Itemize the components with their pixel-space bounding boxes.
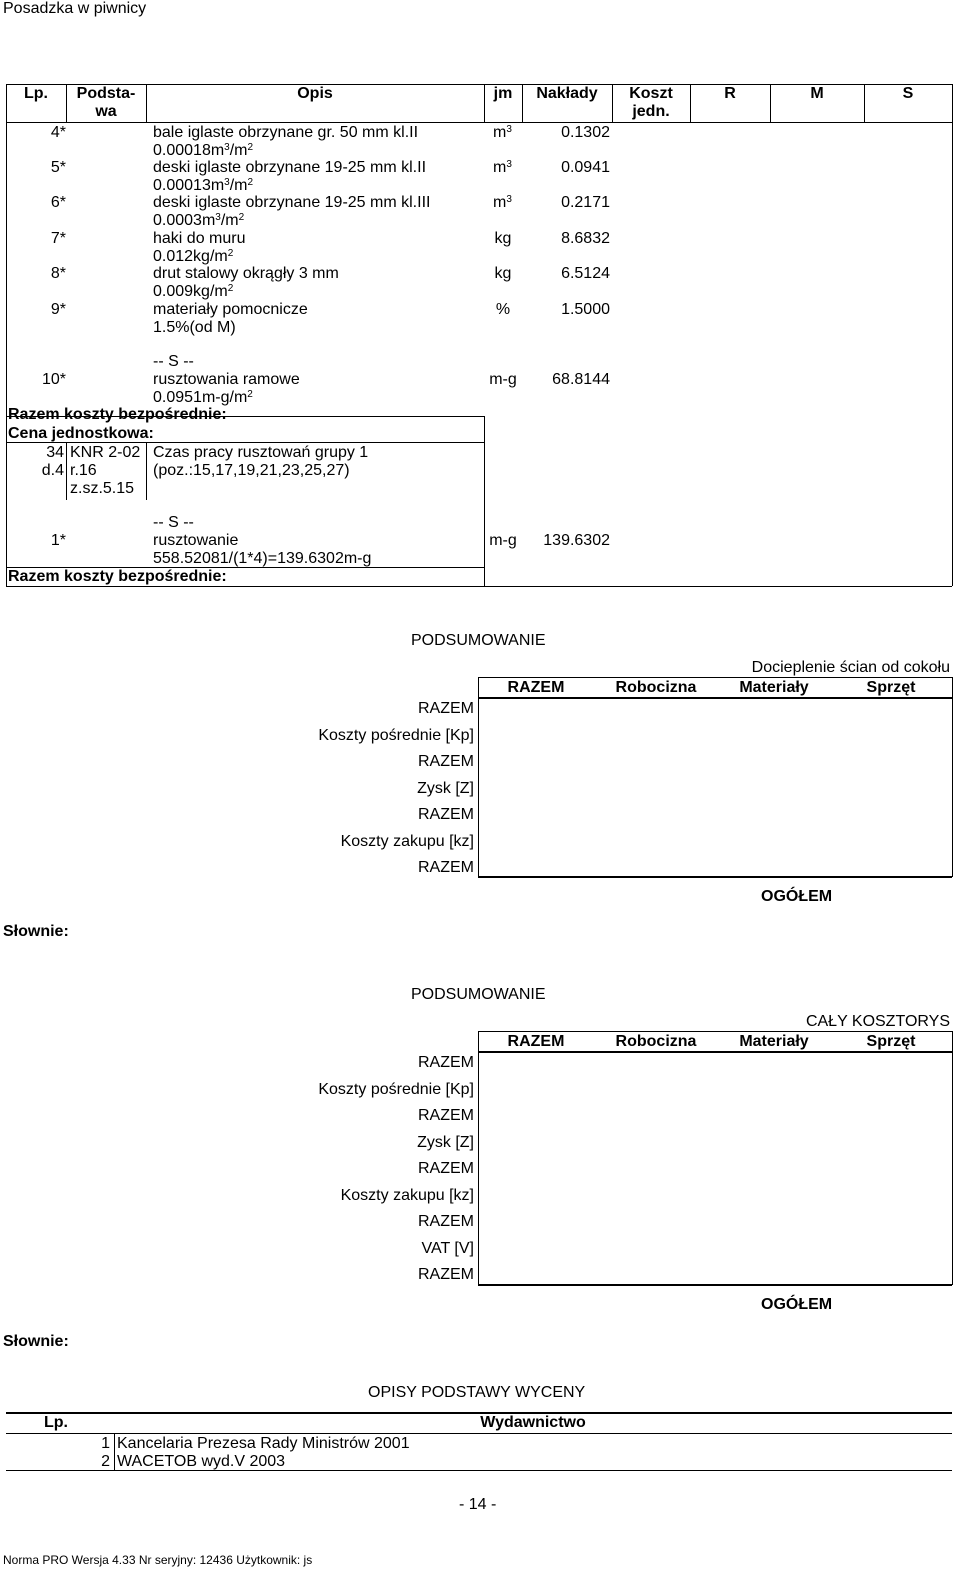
row-formula: 1.5%(od M) <box>153 319 236 336</box>
position-zsz: z.sz.5.15 <box>70 480 135 497</box>
row-formula: 558.52081/(1*4)=139.6302m-g <box>153 550 372 567</box>
row-lp: 7* <box>50 230 66 247</box>
row-lp: 10* <box>41 371 66 388</box>
section-s-marker: -- S -- <box>153 514 194 531</box>
summary-row-label: RAZEM <box>418 1213 474 1230</box>
summary-col-sprzet: Sprzęt <box>866 1033 916 1050</box>
summary-subtitle: Docieplenie ścian od cokołu <box>751 659 950 676</box>
position-opis-2: (poz.:15,17,19,21,23,25,27) <box>153 462 350 479</box>
row-lp: 1* <box>50 532 66 549</box>
opisy-col-wydawnictwo: Wydawnictwo <box>480 1414 586 1431</box>
position-knr: KNR 2-02 <box>70 444 141 461</box>
row-lp: 8* <box>50 265 66 282</box>
summary-col-razem: RAZEM <box>507 1033 565 1050</box>
row-opis: deski iglaste obrzynane 19-25 mm kl.II <box>153 159 427 176</box>
row-opis: deski iglaste obrzynane 19-25 mm kl.III <box>153 194 431 211</box>
row-jm: $m^3$ <box>493 159 512 176</box>
page-title: Posadzka w piwnicy <box>3 0 147 17</box>
section-s-marker: -- S -- <box>153 353 194 370</box>
summary-row-label: RAZEM <box>418 1107 474 1124</box>
summary-title: PODSUMOWANIE <box>411 986 546 1003</box>
row-opis: bale iglaste obrzynane gr. 50 mm kl.II <box>153 124 419 141</box>
row-opis: drut stalowy okrągły 3 mm <box>153 265 339 282</box>
position-d: d.4 <box>41 462 64 479</box>
razem-koszty-label: Razem koszty bezpośrednie: <box>8 406 227 423</box>
cena-jednostkowa-label: Cena jednostkowa: <box>8 425 154 442</box>
opisy-row-lp: 1 <box>101 1435 110 1452</box>
summary-total-label: OGÓŁEM <box>761 888 833 905</box>
row-jm: m-g <box>489 532 517 549</box>
summary-subtitle: CAŁY KOSZTORYS <box>805 1013 950 1030</box>
summary-col-materialy: Materiały <box>739 1033 809 1050</box>
summary-row-label: RAZEM <box>418 806 474 823</box>
row-lp: 5* <box>50 159 66 176</box>
row-formula: $0.012kg/m^2$ <box>153 248 234 265</box>
summary-row-label: Koszty pośrednie [Kp] <box>318 1081 474 1098</box>
opisy-title: OPISY PODSTAWY WYCENY <box>368 1384 586 1401</box>
row-jm: % <box>495 301 511 318</box>
row-naklady: 6.5124 <box>561 265 610 282</box>
row-naklady: 1.5000 <box>561 301 610 318</box>
col-m: M <box>810 85 824 102</box>
col-naklady: Nakłady <box>536 85 598 102</box>
row-formula: $0.009kg/m^2$ <box>153 283 234 300</box>
col-koszt-2: jedn. <box>632 103 670 120</box>
row-opis: haki do muru <box>153 230 246 247</box>
summary-row-label: VAT [V] <box>421 1240 474 1257</box>
row-naklady: 0.1302 <box>561 124 610 141</box>
position-number: 34 <box>46 444 64 461</box>
col-koszt: Koszt <box>629 85 673 102</box>
summary-row-label: RAZEM <box>418 1160 474 1177</box>
opisy-row-wydawnictwo: Kancelaria Prezesa Rady Ministrów 2001 <box>117 1435 410 1452</box>
row-naklady: 139.6302 <box>543 532 610 549</box>
col-s: S <box>902 85 914 102</box>
summary-row-label: Koszty zakupu [kz] <box>340 833 474 850</box>
summary-row-label: Koszty zakupu [kz] <box>340 1187 474 1204</box>
position-r: r.16 <box>70 462 97 479</box>
summary-row-label: Koszty pośrednie [Kp] <box>318 727 474 744</box>
opisy-row-wydawnictwo: WACETOB wyd.V 2003 <box>117 1453 286 1470</box>
slownie-label: Słownie: <box>3 1333 69 1350</box>
row-jm: kg <box>494 265 512 282</box>
summary-total-label: OGÓŁEM <box>761 1296 833 1313</box>
summary-row-label: RAZEM <box>418 859 474 876</box>
summary-row-label: Zysk [Z] <box>417 780 474 797</box>
summary-col-sprzet: Sprzęt <box>866 679 916 696</box>
summary-row-label: RAZEM <box>418 700 474 717</box>
summary-col-materialy: Materiały <box>739 679 809 696</box>
row-formula: $0.0951m-g/m^2$ <box>153 389 253 406</box>
opisy-row-lp: 2 <box>101 1453 110 1470</box>
row-opis: rusztowania ramowe <box>153 371 300 388</box>
summary-col-razem: RAZEM <box>507 679 565 696</box>
row-lp: 6* <box>50 194 66 211</box>
row-formula: $0.00018m^3/m^2$ <box>153 142 254 159</box>
summary-col-robocizna: Robocizna <box>615 679 697 696</box>
razem-koszty-label: Razem koszty bezpośrednie: <box>8 568 227 585</box>
position-opis: Czas pracy rusztowań grupy 1 <box>153 444 369 461</box>
summary-row-label: RAZEM <box>418 1266 474 1283</box>
slownie-label: Słownie: <box>3 923 69 940</box>
col-lp: Lp. <box>24 85 48 102</box>
row-naklady: 68.8144 <box>552 371 610 388</box>
row-lp: 9* <box>50 301 66 318</box>
footer-text: Norma PRO Wersja 4.33 Nr seryjny: 12436 Użytkownik: js <box>3 1553 313 1567</box>
row-jm: m-g <box>489 371 517 388</box>
opisy-col-lp: Lp. <box>44 1414 68 1431</box>
summary-title: PODSUMOWANIE <box>411 632 546 649</box>
row-jm: $m^3$ <box>493 124 512 141</box>
col-r: R <box>724 85 736 102</box>
summary-row-label: RAZEM <box>418 1054 474 1071</box>
row-naklady: 0.0941 <box>561 159 610 176</box>
row-formula: $0.00013m^3/m^2$ <box>153 177 254 194</box>
summary-row-label: Zysk [Z] <box>417 1134 474 1151</box>
row-lp: 4* <box>50 124 66 141</box>
col-podstawa-2: wa <box>95 103 117 120</box>
col-podstawa: Podsta- <box>76 85 136 102</box>
row-opis: rusztowanie <box>153 532 239 549</box>
col-jm: jm <box>493 85 513 102</box>
row-opis: materiały pomocnicze <box>153 301 308 318</box>
page-number: - 14 - <box>459 1496 497 1513</box>
row-formula: $0.0003m^3/m^2$ <box>153 212 245 229</box>
row-jm: $m^3$ <box>493 194 512 211</box>
summary-row-label: RAZEM <box>418 753 474 770</box>
row-jm: kg <box>494 230 512 247</box>
row-naklady: 0.2171 <box>561 194 610 211</box>
summary-col-robocizna: Robocizna <box>615 1033 697 1050</box>
row-naklady: 8.6832 <box>561 230 610 247</box>
col-opis: Opis <box>297 85 333 102</box>
